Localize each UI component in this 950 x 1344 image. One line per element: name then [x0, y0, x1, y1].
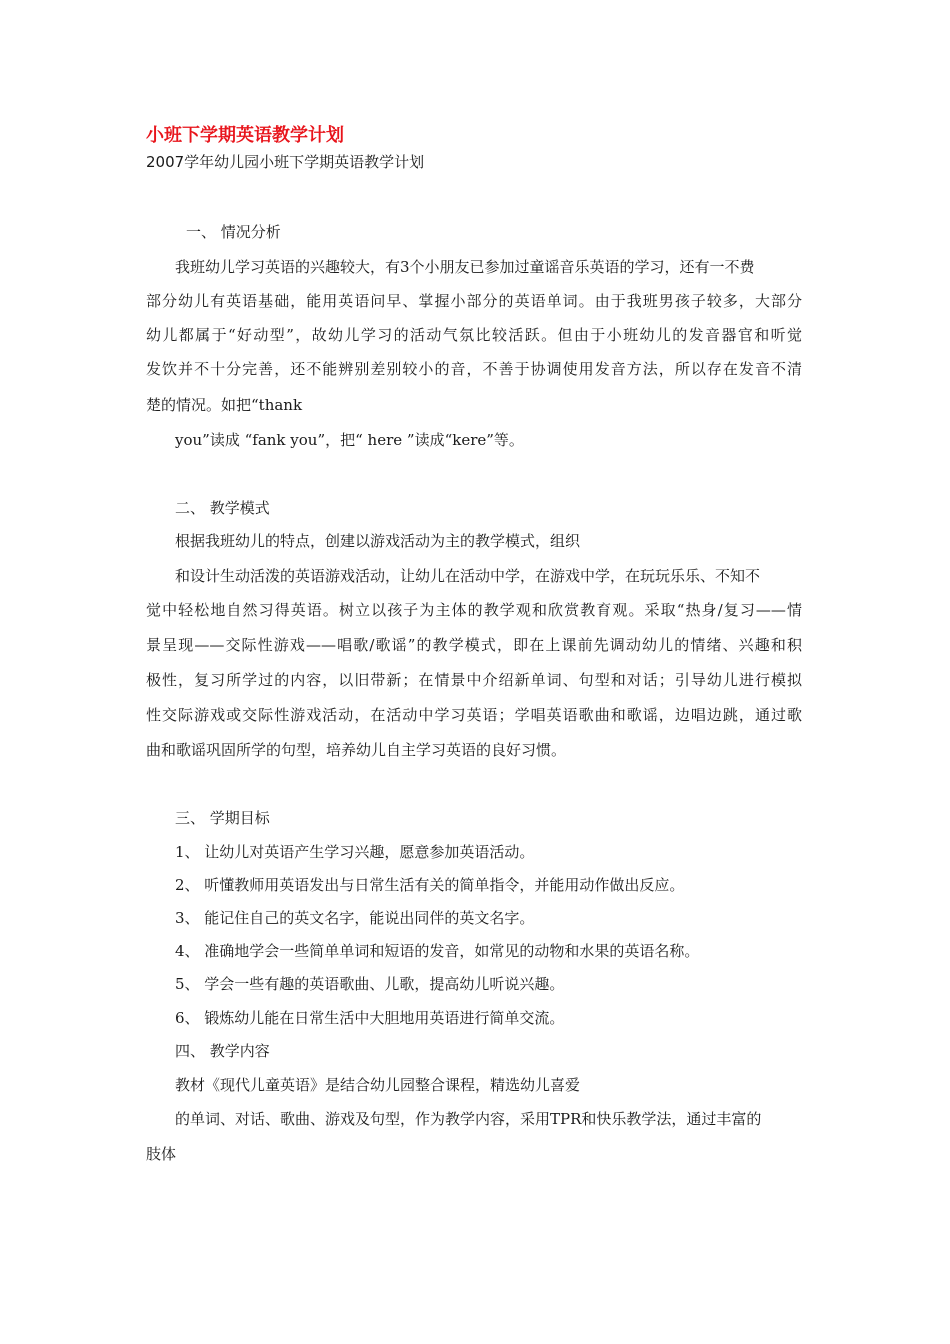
section-heading-term-goals: 三、 学期目标 [175, 809, 270, 827]
paragraph-line: 我班幼儿学习英语的兴趣较大，有3个小朋友已参加过童谣音乐英语的学习，还有一不费 [175, 258, 755, 276]
list-item: 5、 学会一些有趣的英语歌曲、儿歌，提高幼儿听说兴趣。 [175, 975, 565, 993]
section-heading-teaching-mode: 二、 教学模式 [175, 499, 270, 517]
paragraph-line: 教材《现代儿童英语》是结合幼儿园整合课程，精选幼儿喜爱 [175, 1076, 581, 1094]
paragraph-line: 极性，复习所学过的内容，以旧带新；在情景中介绍新单词、句型和对话；引导幼儿进行模拟 [146, 671, 802, 689]
paragraph-line: 根据我班幼儿的特点，创建以游戏活动为主的教学模式，组织 [175, 532, 581, 550]
paragraph-line: 幼儿都属于“好动型”，故幼儿学习的活动气氛比较活跃。但由于小班幼儿的发音器官和听觉 [146, 326, 802, 344]
paragraph-line: 性交际游戏或交际性游戏活动，在活动中学习英语；学唱英语歌曲和歌谣，边唱边跳，通过歌 [146, 706, 802, 724]
paragraph-line: 曲和歌谣巩固所学的句型，培养幼儿自主学习英语的良好习惯。 [146, 741, 567, 759]
paragraph-line: 景呈现——交际性游戏——唱歌/歌谣”的教学模式，即在上课前先调动幼儿的情绪、兴趣和积 [146, 636, 802, 654]
paragraph-line: 肢体 [146, 1145, 177, 1163]
paragraph-line: 觉中轻松地自然习得英语。树立以孩子为主体的教学观和欣赏教育观。采取“热身/复习——情 [146, 601, 802, 619]
document-title: 小班下学期英语教学计划 [146, 125, 344, 146]
section-heading-situation: 一、 情况分析 [186, 223, 281, 241]
list-item: 2、 听懂教师用英语发出与日常生活有关的简单指令，并能用动作做出反应。 [175, 876, 685, 894]
list-item: 1、 让幼儿对英语产生学习兴趣，愿意参加英语活动。 [175, 843, 535, 861]
list-item: 6、 锻炼幼儿能在日常生活中大胆地用英语进行简单交流。 [175, 1009, 565, 1027]
paragraph-line: 部分幼儿有英语基础，能用英语问早、掌握小部分的英语单词。由于我班男孩子较多，大部分 [146, 292, 802, 310]
paragraph-line: 发饮并不十分完善，还不能辨别差别较小的音，不善于协调使用发音方法，所以存在发音不清 [146, 360, 802, 378]
list-item: 3、 能记住自己的英文名字，能说出同伴的英文名字。 [175, 909, 535, 927]
paragraph-line: 和设计生动活泼的英语游戏活动，让幼儿在活动中学，在游戏中学，在玩玩乐乐、不知不 [175, 567, 761, 585]
list-item: 4、 准确地学会一些简单单词和短语的发音，如常见的动物和水果的英语名称。 [175, 942, 700, 960]
paragraph-line: 楚的情况。如把“thank [146, 396, 303, 414]
paragraph-line: 的单词、对话、歌曲、游戏及句型，作为教学内容，采用TPR和快乐教学法，通过丰富的 [175, 1110, 762, 1128]
document-subtitle: 2007学年幼儿园小班下学期英语教学计划 [146, 153, 425, 171]
section-heading-teaching-content: 四、 教学内容 [175, 1042, 270, 1060]
paragraph-line: you”读成 “fank you”，把“ here ”读成“kere”等。 [175, 431, 524, 449]
